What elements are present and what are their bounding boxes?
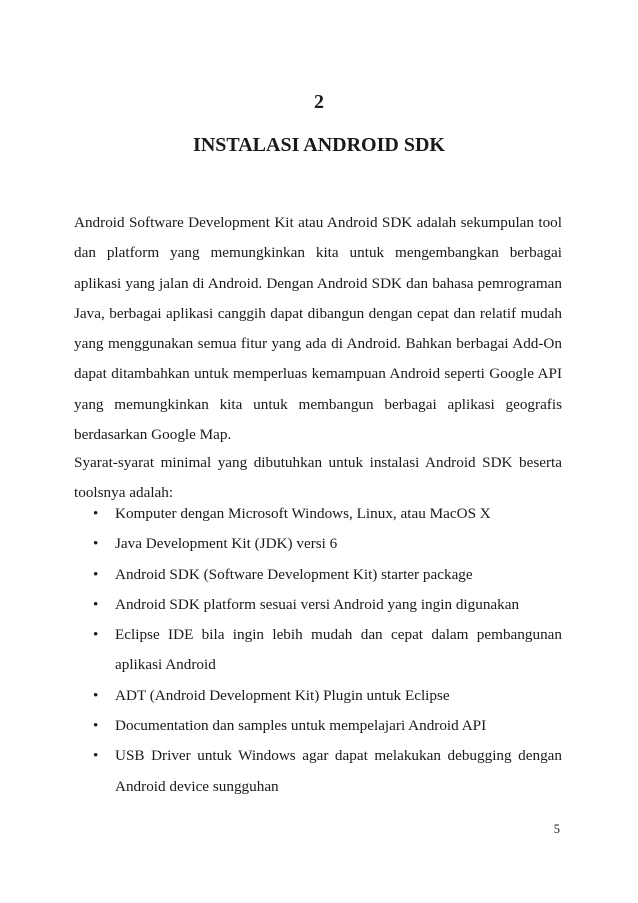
requirements-list [74,499,562,802]
list-item [74,711,562,741]
bullet-icon: • [93,535,99,553]
list-item [74,590,562,620]
list-item-text: Komputer dengan Microsoft Windows, Linux, atau MacOS X [115,505,491,522]
list-item-text: Java Development Kit (JDK) versi 6 [115,535,338,553]
list-item-text: ADT (Android Development Kit) Plugin untuk Eclipse [115,686,450,704]
list-item [74,681,562,711]
requirements-intro-paragraph: Syarat-syarat minimal yang dibutuhkan untuk instalasi Android SDK beserta toolsnya adalah: [74,454,562,502]
list-item-text: Android SDK (Software Development Kit) starter package [115,565,473,583]
bullet-icon: • [93,747,99,765]
bullet-icon: • [93,717,99,735]
list-item [74,499,562,529]
list-item-text: Documentation dan samples untuk mempelajari Android API [115,717,487,735]
bullet-icon: • [93,686,99,704]
chapter-title: INSTALASI ANDROID SDK [193,134,445,156]
list-item [74,529,562,559]
bullet-icon: • [93,565,99,583]
list-item [74,741,562,802]
list-item [74,620,562,681]
chapter-number: 2 [314,91,324,113]
intro-paragraph: Android Software Development Kit atau Android SDK adalah sekumpulan tool dan platform yang memungkinkan kita untuk mengembangkan berbagai aplikasi yang jalan di Android. Dengan Android SDK dan bahasa pemrograman Java, berbagai aplikasi canggih dapat dibangun dengan cepat dan relatif mudah yang menggunakan semua fitur yang ada di Android. Bahkan berbagai Add-On dapat ditambahkan untuk memperluas kemampuan Android seperti Google API yang memungkinkan kita untuk membangun berbagai aplikasi geografis berdasarkan Google Map. [74,214,562,444]
bullet-icon: • [93,595,99,613]
page-number: 5 [553,822,560,836]
list-item-text: Android SDK platform sesuai versi Android yang ingin digunakan [115,595,520,613]
list-item [74,560,562,590]
list-item-text: Eclipse IDE bila ingin lebih mudah dan cepat dalam pembangunan aplikasi Android [115,626,562,674]
bullet-icon: • [93,505,99,522]
bullet-icon: • [93,626,99,644]
list-item-text: USB Driver untuk Windows agar dapat melakukan debugging dengan Android device sungguhan [115,747,562,795]
